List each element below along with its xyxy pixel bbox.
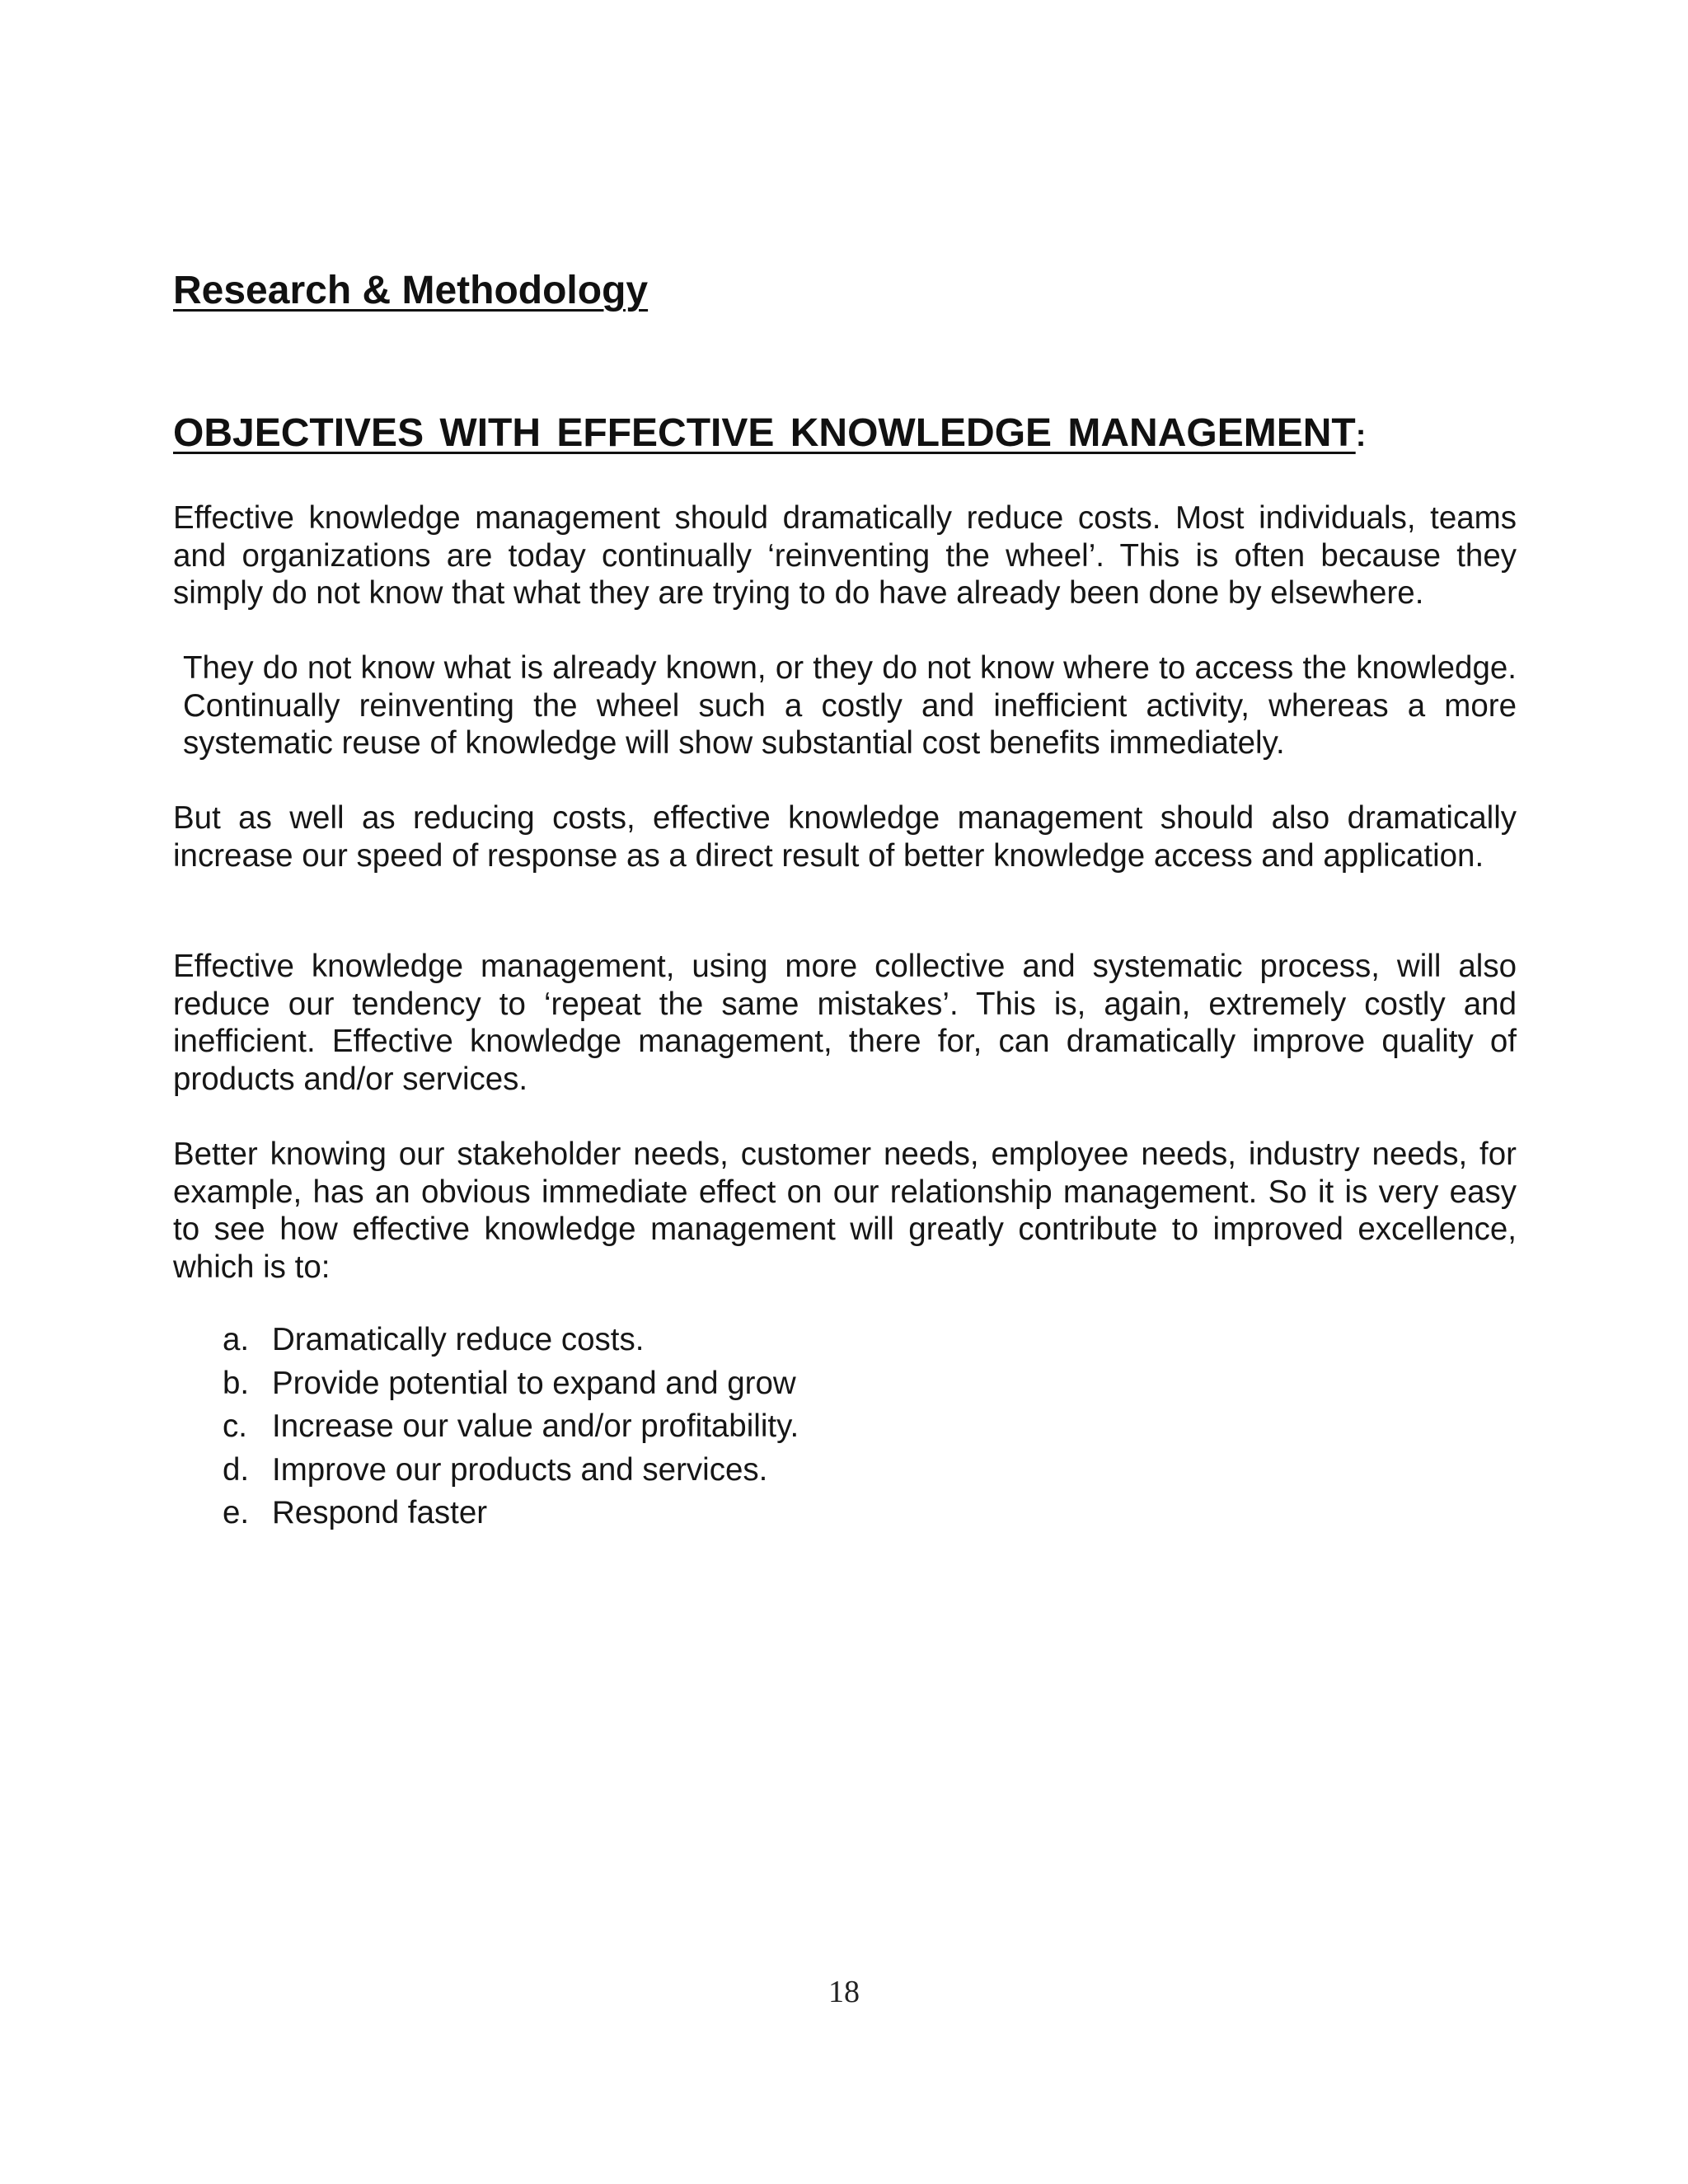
objectives-heading-text: OBJECTIVES WITH EFFECTIVE KNOWLEDGE MANAGEMENT bbox=[173, 411, 1356, 455]
page-number: 18 bbox=[828, 1975, 860, 2009]
list-item-text: Dramatically reduce costs. bbox=[272, 1322, 645, 1357]
list-item bbox=[223, 1319, 799, 1362]
paragraph-speed-of-response: But as well as reducing costs, effective knowledge management should also dramatically increase our speed of response as a direct result of better knowledge access and application. bbox=[173, 800, 1517, 874]
list-item bbox=[223, 1362, 799, 1406]
objectives-heading bbox=[173, 410, 1366, 456]
section-title: Research & Methodology bbox=[173, 269, 649, 312]
paragraph-reduce-costs: Effective knowledge management should dramatically reduce costs. Most individuals, teams and organizations are today continually ‘reinventing the wheel’. This is often because they simply do not know that what they are trying to do have already been done by elsewhere. bbox=[173, 500, 1517, 611]
list-marker: d. bbox=[223, 1451, 250, 1488]
list-item bbox=[223, 1492, 799, 1535]
list-marker: a. bbox=[223, 1322, 250, 1357]
excellence-list bbox=[223, 1319, 799, 1535]
list-item bbox=[223, 1449, 799, 1493]
paragraph-repeat-mistakes: Effective knowledge management, using more collective and systematic process, will also reduce our tendency to ‘repeat the same mistakes’. This is, again, extremely costly and inefficient. Effective knowledge management, there for, can dramatically improve quality of products and/or services. bbox=[173, 949, 1517, 1097]
list-item-text: Respond faster bbox=[272, 1495, 488, 1530]
list-item bbox=[223, 1405, 799, 1449]
list-item-text: Increase our value and/or profitability. bbox=[272, 1408, 799, 1444]
list-marker: b. bbox=[223, 1365, 250, 1401]
heading-colon: : bbox=[1355, 419, 1367, 453]
paragraph-already-known: They do not know what is already known, or they do not know where to access the knowledge. Continually reinventing the wheel such a costly and inefficient activity, whereas a more systematic reuse of knowledge will show substantial cost benefits immediately. bbox=[183, 650, 1517, 761]
list-item-text: Improve our products and services. bbox=[272, 1451, 768, 1488]
list-item-text: Provide potential to expand and grow bbox=[272, 1365, 796, 1401]
list-marker: e. bbox=[223, 1495, 250, 1530]
list-marker: c. bbox=[223, 1408, 247, 1444]
paragraph-stakeholder-needs: Better knowing our stakeholder needs, customer needs, employee needs, industry needs, for example, has an obvious immediate effect on our relationship management. So it is very easy to see how effective knowledge management will greatly contribute to improved excellence, which is to: bbox=[173, 1137, 1517, 1285]
